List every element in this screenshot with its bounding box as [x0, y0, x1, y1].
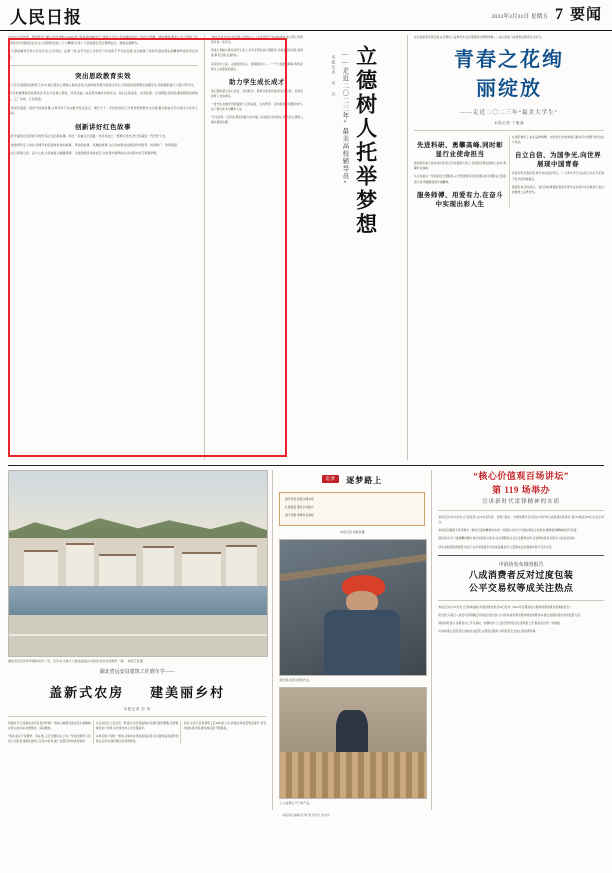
column-rule — [431, 470, 432, 810]
secondary-headline: 丽绽放 — [476, 78, 542, 101]
dream-byline: 本报记者 刘新吾摄 — [339, 530, 365, 535]
column-rule — [407, 35, 408, 460]
divider — [438, 510, 604, 511]
body-paragraph: “只有把道理讲深讲透讲活,学生才会真心喜爱、终身受益。”这是很多辅导员的共识。他们走进宿舍、走进社团、走进网络,把思政课堂搬到田间地头、工厂车间、红色场馆。 — [8, 91, 198, 101]
body-paragraph: 深夜的办公室、走廊里的谈心、假期的家访……一个个温暖的瞬间,构筑起师生之间最深的信任。 — [211, 62, 303, 71]
column-a — [8, 35, 198, 460]
village-headline-left: 盖新式农房 — [49, 684, 125, 700]
column-c — [414, 35, 604, 460]
forum-subtitle: 宣讲新时代雷锋精神的实质 — [482, 499, 561, 505]
body-paragraph: “学生的每一点进步,都是我最大的幸福。”这是他们共同的心声,也是立德树人最朴素的注脚。 — [211, 116, 303, 125]
worker-photo-2 — [279, 687, 427, 799]
byline: 本报记者 吴 丹 — [331, 55, 337, 97]
section-divider — [8, 465, 604, 466]
body-paragraph: 他们探索建立谈心谈话、家校联动、朋辈互助等机制,形成全过程、全链条的育人支持体系。 — [211, 89, 303, 98]
divider — [438, 600, 604, 601]
body-paragraph: 他们以青春之我、奋斗之我,为民族复兴铺路架桥、为祖国建设添砖加瓦,在实现中国梦的生动实践中放飞青春梦想。 — [8, 151, 160, 156]
main-headline-block — [307, 35, 401, 295]
survey-headline-line1: 八成消费者反对过度包装 — [468, 569, 574, 580]
headline-subtitle: ——走近二〇二三年“最美高校辅导员” — [341, 51, 349, 188]
body-paragraph: 报告显示,超过八成受访者明确反对商品过度包装,认为其造成资源浪费并增加消费成本,建议加强标准约束和监管力度。 — [438, 613, 583, 617]
body-paragraph: 把爱心和耐心倾注到学生身上,从学业帮扶到心理疏导,从就业指导到生涯规划,事无巨细,点滴用心。 — [211, 49, 303, 58]
column-rule — [204, 35, 205, 460]
body-paragraph: 调查同时显示,消费者对公平交易权、知情权和个人信息保护的关注度明显上升,维权意识进一步增强。 — [438, 621, 563, 625]
divider — [414, 130, 604, 131]
body-paragraph: “做学生成长成才的引路人和知心人。”从青涩学子到成熟导师,他们用心用情陪伴每一名学生。 — [211, 36, 303, 45]
dream-note-line: 扎根基层 服务乡村振兴 — [285, 506, 314, 510]
publication-date: 2023年3月31日 星期五 — [491, 14, 548, 20]
column-rule — [272, 470, 273, 810]
photo-caption: 湖北省远安县洋坪镇新农村一景。近年来,当地大力推进美丽乡村建设,村容村貌焕然一新。 本报记者 摄 — [8, 659, 144, 663]
body-paragraph: 强国有我,请党放心。他们的故事激励着更多青年在实现中华民族伟大复兴的赛道上奋勇争先。 — [512, 185, 604, 194]
village-article-columns — [8, 721, 266, 745]
article-columns — [414, 135, 604, 208]
body-paragraph: 一堂堂有温度、接地气的思政课,让青年学子在实践中坚定信念、增长才干。学校把思政工作贯穿教育教学全过程,推动形成全员全程全方位育人格局。 — [8, 105, 198, 116]
body-paragraph: 本场活动邀请专家作题为《新时代雷锋精神的实质》的演讲,从历史与现实相结合的角度,阐释雷锋精神的时代价值。 — [438, 529, 580, 533]
masthead — [0, 0, 612, 31]
headline-subtitle: ——走近二〇二三年“最美大学生” — [460, 110, 558, 117]
photo-caption: 建设者在项目现场作业。 — [279, 678, 313, 683]
body-paragraph: 一批学生在辅导员的鼓励下走向基层、走向西部、走向祖国最需要的地方,在广阔天地书写精彩人生。 — [211, 103, 303, 112]
body-paragraph: 依托丰富的红色资源,学校打造行走的思政课。师生一起重走长征路、寻访老战士、整理口述史,把红色基因一代代传下去。 — [8, 133, 169, 138]
body-paragraph: 演讲指出,学习雷锋精神要与岗位实践结合起来,让志愿服务在全社会蔚然成风,让崇德向善成为更多人的自觉追求。 — [438, 537, 578, 541]
forum-headline-line2: 第 119 场举办 — [492, 484, 551, 495]
photo-caption: 工人加紧生产订单产品。 — [279, 800, 313, 805]
lead-paragraph: 中共中央宣传部、教育部近日联合印发通知,对2023年“最美高校辅导员”“最美大学生”先进事迹宣传工作作出部署。通知强调,要深入学习贯彻习近平新时代中国特色社会主义思想和党的二十大精神,引导广大高校师生坚定理想信念、锤炼品德修为。 — [8, 35, 198, 45]
body-paragraph: 在实验室里攻坚克难,在比赛场上奋勇争先,在志愿服务中默默奉献——他们用奋斗的青春诠释责任与担当。 — [414, 36, 544, 39]
bottom-article-area — [8, 470, 604, 810]
village-headline-right: 建美丽乡村 — [150, 684, 226, 700]
body-paragraph: 从乡村振兴一线到抗疫志愿服务,从支教课堂到社区网格,他们用脚步丈量祖国大地,用眼睛发现中国精神。 — [414, 175, 506, 184]
divider — [8, 65, 198, 66]
survey-headline-line2: 公平交易权等成关注热点 — [468, 583, 574, 594]
body-paragraph: 为让村民住上安全房、舒适房,远安县编制农房建设通用图集,免费提供给农户选用,并安排技术人员全程指导。 — [95, 721, 179, 730]
subheading: 突出思政教育实效 — [75, 72, 131, 80]
subheading: 创新讲好红色故事 — [75, 123, 131, 131]
dream-title: 逐梦路上 — [346, 476, 383, 485]
body-paragraph: 本报北京3月30日电 (记者林丽鹂) 中国消费者协会30日发布《2022年百项商品与服务消费者满意度调查报告》。 — [438, 605, 574, 609]
subheading: 服务师傅、用爱有力,在奋斗中实现出彩人生 — [416, 191, 504, 208]
article-kicker: 湖北省远安县建筑工匠到车学—— — [99, 669, 175, 675]
village-photo — [8, 470, 268, 657]
column-b — [211, 35, 401, 460]
top-article-area — [8, 35, 604, 460]
body-paragraph: “现在盖房子有图纸、有标准,工匠还要持证上岗。”当地住建部门负责人介绍,县里组织建筑工匠集中培训,推广抗震设防和绿色建材。 — [8, 735, 91, 744]
masthead-right — [492, 7, 602, 23]
body-paragraph: 从单家独户到统一规划,从简单实用到美观宜居,农房建设品质提升的背后,是乡村建设理念的深刻转变。 — [95, 735, 179, 744]
right-news-column — [438, 470, 604, 810]
section-title: 要闻 — [569, 7, 602, 23]
body-paragraph: 面向国家重大需求,他们把论文写在祖国大地上,以创新突破关键核心技术,勇攀科技高峰。 — [414, 162, 506, 171]
body-paragraph: 一批批青年走上讲台,用青年的话语讲好党的故事、革命的故事、英雄的故事,让红色故事在校园里传得更开、传得更广、传得更深。 — [8, 142, 181, 147]
byline: 本报记者 范 昊 — [123, 706, 151, 711]
body-paragraph: 活动采取网络视频形式进行,在多家网络平台同步直播,吸引大量网友在线观看并参与互动交流。 — [438, 545, 555, 549]
body-paragraph: 初春时节,走进湖北省远安县洋坪镇,一栋栋白墙黛瓦的农家小楼掩映在青山绿水间,村道整洁、庭院雅致。 — [8, 721, 91, 730]
forum-headline-line1: “核心价值观百场讲坛” — [473, 471, 569, 481]
dream-tag: 追梦 — [322, 475, 339, 483]
body-paragraph: 青春孕育无限希望,青年创造美好明天。广大青年学子以实际行动书写无愧于时代的青春篇章。 — [512, 172, 604, 181]
body-paragraph: 在国际赛场上,他们奋勇拼搏、为国争光,向世界展示新时代中国青年的自信与风采。 — [512, 136, 604, 145]
main-headline: 立德树人托举梦想 — [353, 45, 378, 237]
body-paragraph: 目前,全县已培训建筑工匠2000余人次,新建农房质量明显提升,村容村貌持续改善,群众满意度不断提高。 — [183, 721, 267, 730]
subheading: 助力学生成长成才 — [229, 78, 285, 86]
lead-paragraph: 广大高校辅导员和大学生代表,立足岗位、扎根一线,在平凡的工作和学习中创造不平凡的业绩,生动展现了新时代高校师生的精神风貌和责任担当。 — [8, 49, 198, 59]
dream-note-box — [279, 492, 425, 526]
worker-photo — [279, 539, 427, 676]
village-article — [8, 470, 266, 810]
subheading: 自立自信、为国争光,向世界展现中国青春 — [514, 152, 602, 169]
dream-note-line: 敢于创新 勇攀科技高峰 — [285, 514, 314, 518]
page-number: 7 — [554, 6, 563, 23]
page-footer: 本版责任编辑 张 晔 版式设计 沈亦伶 — [281, 812, 330, 817]
dream-note-line: 勤学苦练 练就过硬本领 — [285, 498, 314, 501]
dream-column — [279, 470, 425, 810]
divider — [8, 716, 266, 717]
byline: 本报记者 丁雅诵 — [493, 121, 525, 126]
secondary-headline: 青春之花绚 — [454, 49, 564, 72]
body-paragraph: 在大学生思想政治教育工作中,他们坚持立德树人根本任务,以透彻的学理分析回应学生,以彻底的思想理论说服学生,用真理的强大力量引导学生。 — [8, 82, 197, 87]
newspaper-logo: 人民日报 — [10, 7, 82, 27]
page-content — [0, 31, 612, 819]
survey-kicker: 中消协发布调查报告 — [498, 562, 544, 568]
body-paragraph: 本报北京3月30日电 (记者张贺) 由中央宣传部、光明日报社、中国伦理学会共同主办的“核心价值观百场讲坛”第119场活动30日在北京举办。 — [438, 516, 604, 525]
subheading: 先进科研、勇攀高峰,同时彰显行业使命担当 — [416, 142, 504, 159]
divider — [438, 555, 604, 556]
body-paragraph: 中消协建议,经营者应诚信守法经营,完善售后服务,共同营造安全放心的消费环境。 — [438, 630, 539, 633]
